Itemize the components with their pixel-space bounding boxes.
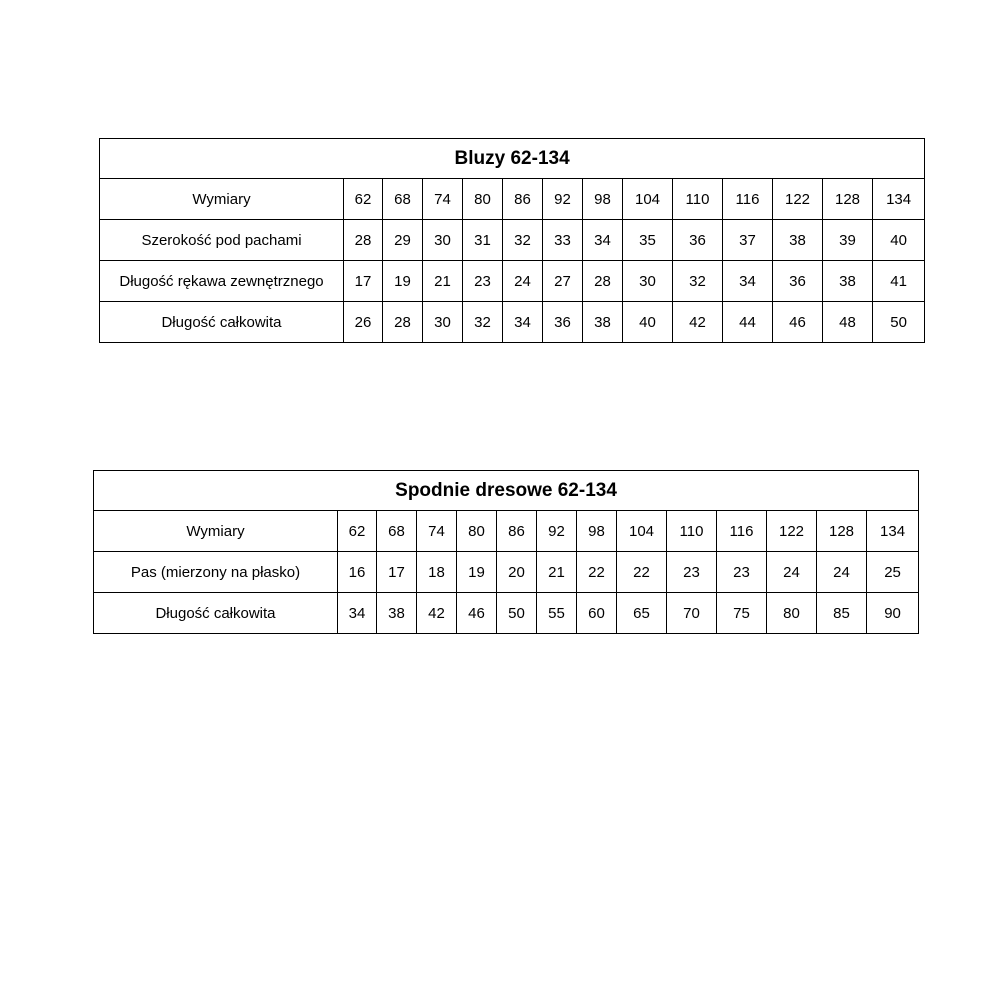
value-cell: 32 [673,261,723,302]
value-cell: 36 [673,220,723,261]
value-cell: 28 [383,302,423,343]
value-cell: 30 [623,261,673,302]
value-cell: 27 [543,261,583,302]
table-title: Bluzy 62-134 [100,139,925,179]
row-label: Długość całkowita [100,302,344,343]
value-cell: 18 [417,552,457,593]
value-cell: 17 [344,261,383,302]
size-header-cell: 122 [773,179,823,220]
size-header-cell: 116 [723,179,773,220]
size-header-cell: 62 [338,511,377,552]
size-header-cell: 122 [767,511,817,552]
row-label: Szerokość pod pachami [100,220,344,261]
value-cell: 32 [503,220,543,261]
size-header-cell: 128 [817,511,867,552]
value-cell: 46 [773,302,823,343]
value-cell: 29 [383,220,423,261]
value-cell: 34 [503,302,543,343]
value-cell: 37 [723,220,773,261]
value-cell: 16 [338,552,377,593]
value-cell: 36 [773,261,823,302]
value-cell: 34 [338,593,377,634]
value-cell: 42 [673,302,723,343]
table-row [100,220,925,261]
size-header-cell: 116 [717,511,767,552]
value-cell: 26 [344,302,383,343]
value-cell: 24 [767,552,817,593]
size-header-cell: 92 [537,511,577,552]
value-cell: 70 [667,593,717,634]
size-table-bluzy [99,138,925,343]
value-cell: 34 [583,220,623,261]
row-label: Długość rękawa zewnętrznego [100,261,344,302]
value-cell: 48 [823,302,873,343]
value-cell: 85 [817,593,867,634]
size-header-cell: 86 [497,511,537,552]
table-title: Spodnie dresowe 62-134 [94,471,919,511]
value-cell: 38 [377,593,417,634]
value-cell: 65 [617,593,667,634]
value-cell: 19 [457,552,497,593]
size-header-cell: 68 [383,179,423,220]
value-cell: 36 [543,302,583,343]
value-cell: 23 [463,261,503,302]
value-cell: 41 [873,261,925,302]
value-cell: 80 [767,593,817,634]
value-cell: 17 [377,552,417,593]
value-cell: 34 [723,261,773,302]
row-label: Długość całkowita [94,593,338,634]
value-cell: 22 [617,552,667,593]
value-cell: 28 [583,261,623,302]
value-cell: 23 [717,552,767,593]
size-header-cell: 86 [503,179,543,220]
value-cell: 46 [457,593,497,634]
table-row [100,302,925,343]
size-header-cell: 74 [417,511,457,552]
size-header-cell: 98 [583,179,623,220]
size-header-cell: 74 [423,179,463,220]
header-label: Wymiary [100,179,344,220]
value-cell: 55 [537,593,577,634]
value-cell: 60 [577,593,617,634]
size-header-cell: 128 [823,179,873,220]
size-header-cell: 98 [577,511,617,552]
value-cell: 35 [623,220,673,261]
value-cell: 40 [623,302,673,343]
size-header-cell: 134 [873,179,925,220]
value-cell: 30 [423,302,463,343]
value-cell: 31 [463,220,503,261]
size-header-cell: 92 [543,179,583,220]
size-header-cell: 68 [377,511,417,552]
value-cell: 23 [667,552,717,593]
value-cell: 21 [423,261,463,302]
size-header-cell: 110 [667,511,717,552]
value-cell: 24 [503,261,543,302]
value-cell: 28 [344,220,383,261]
value-cell: 24 [817,552,867,593]
header-label: Wymiary [94,511,338,552]
size-header-cell: 62 [344,179,383,220]
size-table-spodnie [93,470,919,634]
value-cell: 75 [717,593,767,634]
size-header-row [94,511,919,552]
value-cell: 90 [867,593,919,634]
table-row [94,593,919,634]
value-cell: 33 [543,220,583,261]
value-cell: 19 [383,261,423,302]
value-cell: 32 [463,302,503,343]
value-cell: 39 [823,220,873,261]
size-header-cell: 104 [617,511,667,552]
value-cell: 25 [867,552,919,593]
size-header-cell: 110 [673,179,723,220]
value-cell: 38 [583,302,623,343]
value-cell: 42 [417,593,457,634]
size-header-cell: 80 [463,179,503,220]
size-header-cell: 134 [867,511,919,552]
size-header-row [100,179,925,220]
table-row [94,552,919,593]
value-cell: 38 [823,261,873,302]
value-cell: 50 [497,593,537,634]
value-cell: 38 [773,220,823,261]
value-cell: 22 [577,552,617,593]
value-cell: 21 [537,552,577,593]
value-cell: 30 [423,220,463,261]
value-cell: 40 [873,220,925,261]
table-row [100,261,925,302]
row-label: Pas (mierzony na płasko) [94,552,338,593]
size-header-cell: 104 [623,179,673,220]
size-header-cell: 80 [457,511,497,552]
value-cell: 20 [497,552,537,593]
value-cell: 50 [873,302,925,343]
value-cell: 44 [723,302,773,343]
